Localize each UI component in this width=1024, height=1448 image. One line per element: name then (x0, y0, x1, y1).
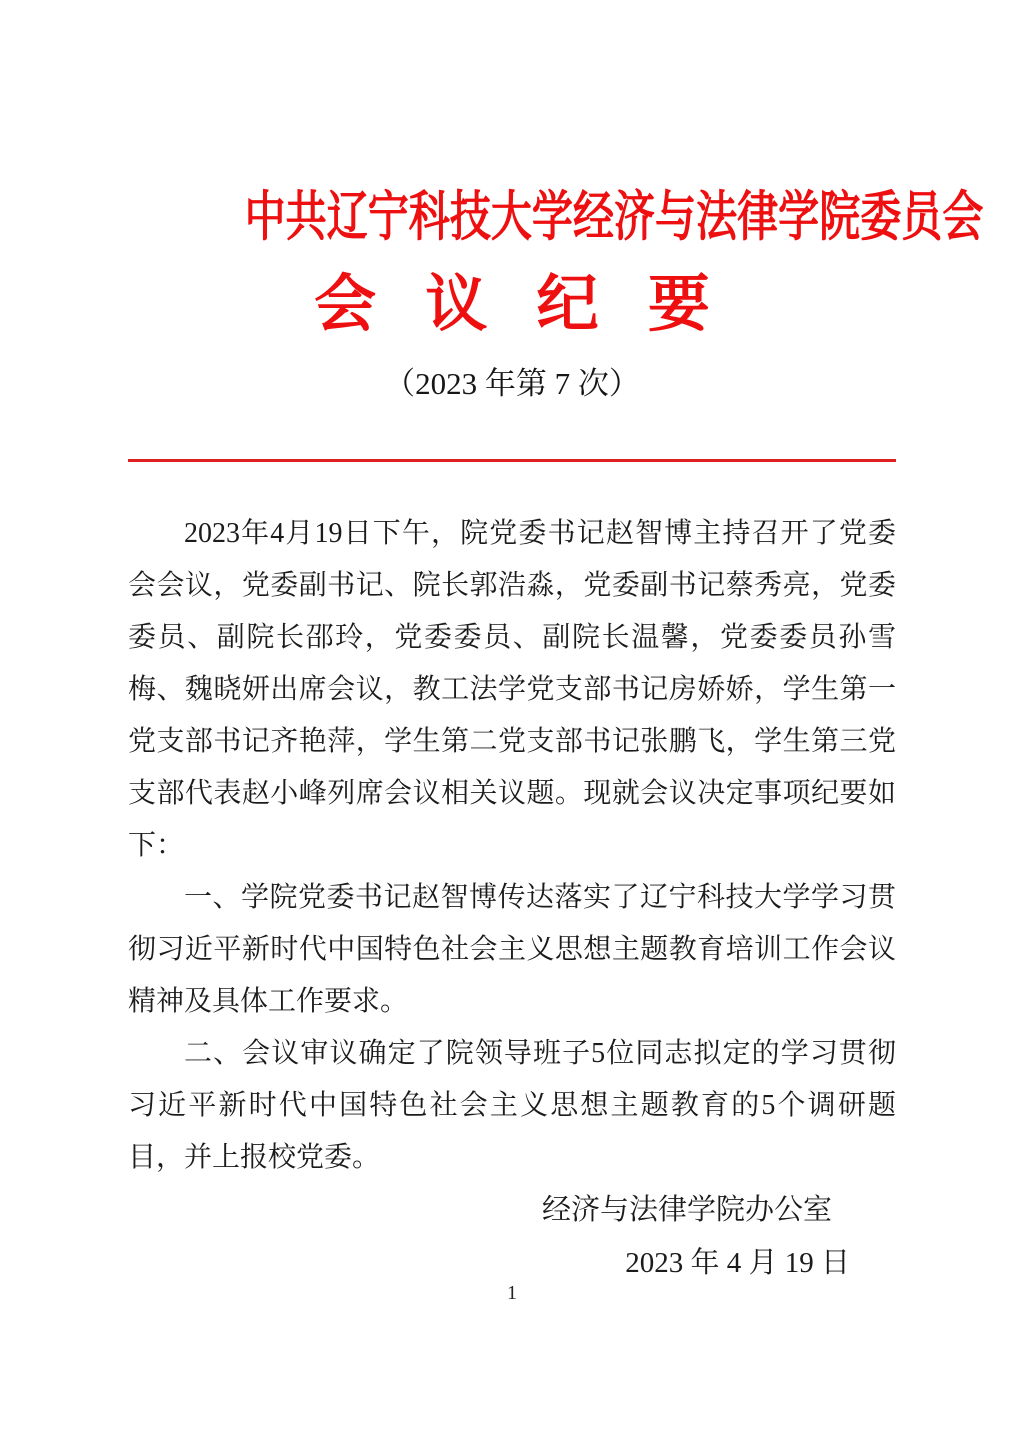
signature-date: 2023 年 4 月 19 日 (625, 1247, 850, 1279)
body-paragraph-item-1: 一、学院党委书记赵智博传达落实了辽宁科技大学学习贯彻习近平新时代中国特色社会主义思想主题教育培训工作会议精神及具体工作要求。 (128, 882, 896, 1017)
document-subtitle: 会 议 纪 要 (314, 270, 726, 339)
body-paragraph-attendance: 2023年4月19日下午，院党委书记赵智博主持召开了党委会会议，党委副书记、院长郭浩淼，党委副书记蔡秀亮，党委委员、副院长邵玲，党委委员、副院长温馨，党委委员孙雪梅、魏晓妍出席会议，教工法学党支部书记房娇娇，学生第一党支部书记齐艳萍，学生第二党支部书记张鹏飞，学生第三党支部代表赵小峰列席会议相关议题。现就会议决定事项纪要如下： (128, 518, 896, 861)
page-number: 1 (507, 1282, 517, 1304)
session-number: （2023 年第 7 次） (384, 366, 640, 401)
document-body (128, 508, 896, 1184)
title-divider-rule (128, 459, 896, 462)
signature-department: 经济与法律学院办公室 (541, 1194, 832, 1226)
document-title (128, 186, 984, 248)
body-paragraph-item-2: 二、会议审议确定了院领导班子5位同志拟定的学习贯彻习近平新时代中国特色社会主义思想主题教育的5个调研题目，并上报校党委。 (128, 1038, 896, 1173)
document-title-text: 中共辽宁科技大学经济与法律学院委员会 (244, 187, 984, 247)
